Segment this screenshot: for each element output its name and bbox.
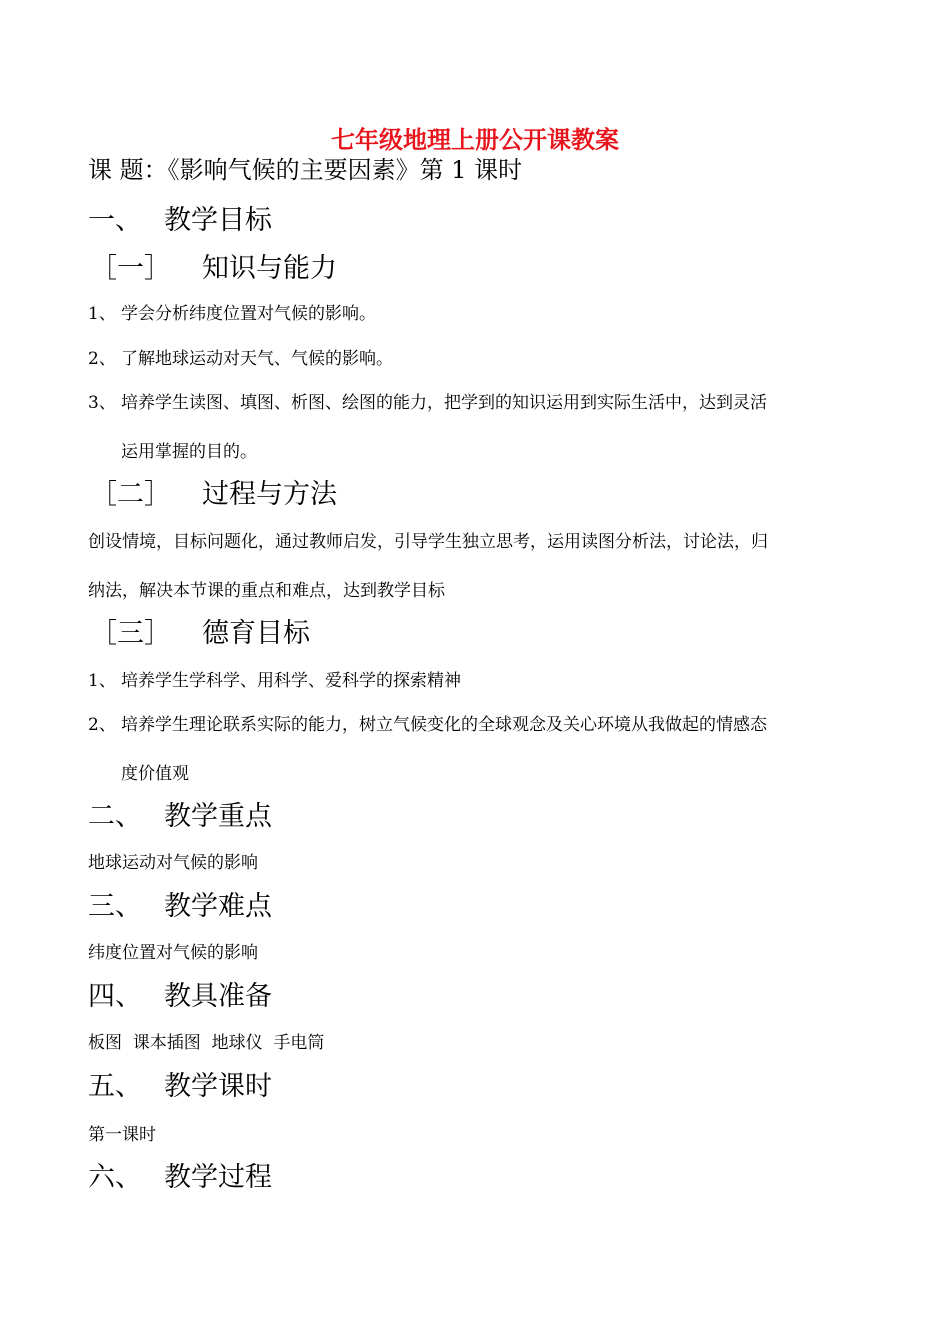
list-number: 1、 xyxy=(88,304,116,324)
subsection-number: ［二］ xyxy=(90,479,171,510)
section-heading-difficulties xyxy=(88,884,272,923)
subsection-title: 知识与能力 xyxy=(202,253,337,284)
section-title: 教学目标 xyxy=(164,205,272,236)
list-item xyxy=(88,344,393,369)
difficulty-text: 纬度位置对气候的影响 xyxy=(88,943,258,963)
list-item xyxy=(88,388,767,413)
section-heading-tools xyxy=(88,974,272,1013)
list-item-continuation: 运用掌握的目的。 xyxy=(121,442,257,462)
list-text: 培养学生理论联系实际的能力，树立气候变化的全球观念及关心环境从我做起的情感态 xyxy=(121,715,767,735)
section-heading-process xyxy=(88,1155,272,1194)
section-number: 五、 xyxy=(88,1071,142,1102)
section-number: 四、 xyxy=(88,981,142,1012)
list-text: 培养学生学科学、用科学、爱科学的探索精神 xyxy=(121,671,461,691)
list-text: 了解地球运动对天气、气候的影响。 xyxy=(121,349,393,369)
section-number: 六、 xyxy=(88,1162,142,1193)
method-paragraph-continuation: 纳法，解决本节课的重点和难点，达到教学目标 xyxy=(88,581,445,601)
lesson-topic xyxy=(88,150,522,185)
section-heading-key-points xyxy=(88,794,272,833)
list-number: 2、 xyxy=(88,715,116,735)
section-heading-periods xyxy=(88,1064,272,1103)
list-item xyxy=(88,666,461,691)
list-text: 学会分析纬度位置对气候的影响。 xyxy=(121,304,376,324)
section-title: 教学重点 xyxy=(164,801,272,832)
list-item-continuation: 度价值观 xyxy=(121,764,189,784)
section-number: 三、 xyxy=(88,891,142,922)
section-title: 教学课时 xyxy=(164,1071,272,1102)
list-text: 培养学生读图、填图、析图、绘图的能力，把学到的知识运用到实际生活中，达到灵活 xyxy=(121,393,767,413)
key-point-text: 地球运动对气候的影响 xyxy=(88,853,258,873)
subsection-heading-knowledge xyxy=(90,246,337,285)
section-title: 教学难点 xyxy=(164,891,272,922)
subsection-heading-method xyxy=(90,472,337,511)
section-number: 一、 xyxy=(88,205,142,236)
list-number: 3、 xyxy=(88,393,116,413)
section-number: 二、 xyxy=(88,801,142,832)
section-heading-objectives xyxy=(88,198,272,237)
list-item xyxy=(88,299,376,324)
subsection-title: 过程与方法 xyxy=(202,479,337,510)
subsection-number: ［三］ xyxy=(90,618,171,649)
lesson-name: 《影响气候的主要因素》第 1 课时 xyxy=(167,156,523,184)
tools-text: 板图 课本插图 地球仪 手电筒 xyxy=(88,1033,325,1053)
subsection-number: ［一］ xyxy=(90,253,171,284)
list-number: 2、 xyxy=(88,349,116,369)
method-paragraph: 创设情境，目标问题化，通过教师启发，引导学生独立思考，运用读图分析法，讨论法，归 xyxy=(88,532,768,552)
document-title: 七年级地理上册公开课教案 xyxy=(331,125,619,154)
subsection-title: 德育目标 xyxy=(202,618,310,649)
subsection-heading-moral xyxy=(90,611,310,650)
section-title: 教学过程 xyxy=(164,1162,272,1193)
list-item xyxy=(88,710,767,735)
period-text: 第一课时 xyxy=(88,1125,156,1145)
section-title: 教具准备 xyxy=(164,981,272,1012)
lesson-label: 课 题： xyxy=(88,156,168,184)
list-number: 1、 xyxy=(88,671,116,691)
